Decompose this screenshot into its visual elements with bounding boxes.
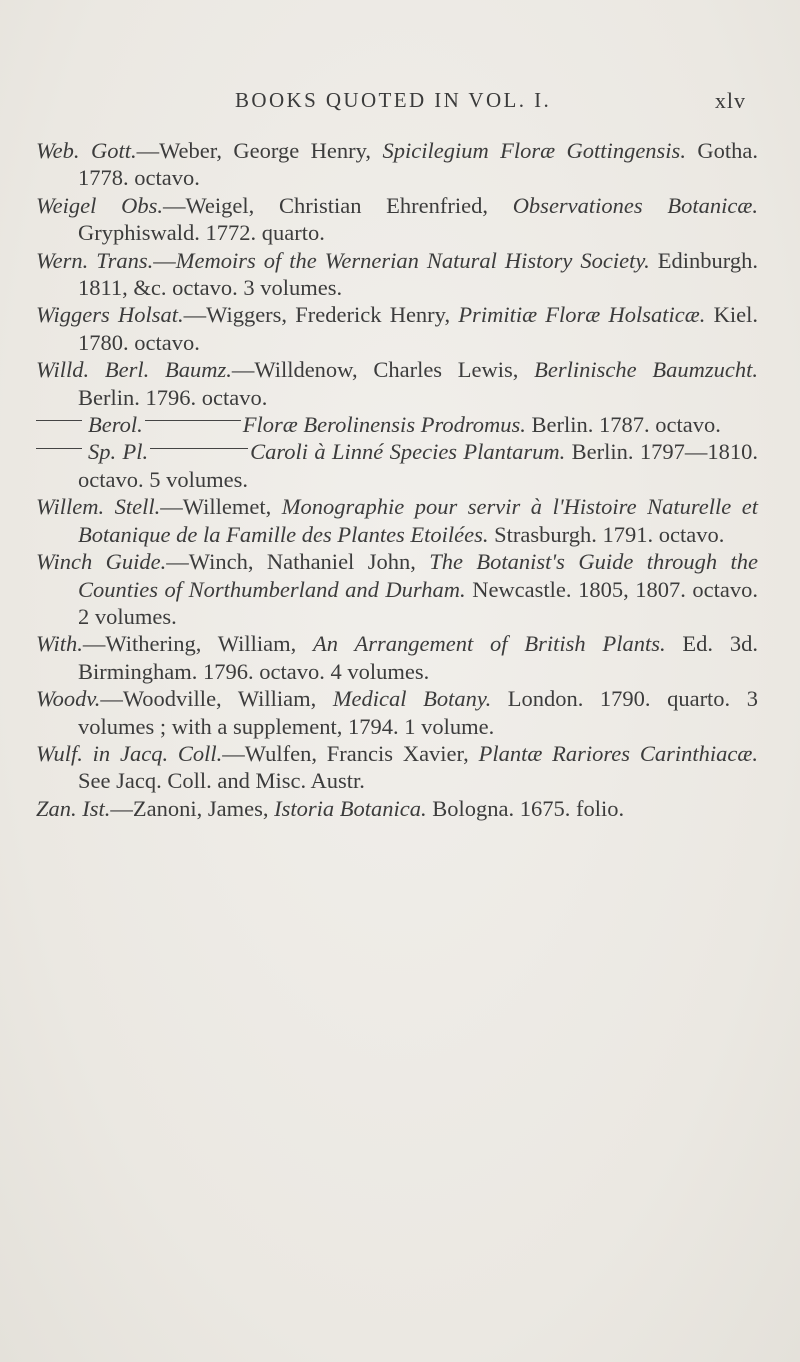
entry-imprint: Berlin. 1787. octavo. (525, 412, 721, 438)
entry-author: Winch, Nathaniel John, (188, 549, 430, 575)
running-head (0, 88, 800, 118)
bibliography-list (36, 137, 758, 822)
bibliography-entry (36, 192, 758, 247)
entry-work-title: An Arrangement of British Plants. (313, 631, 666, 657)
entry-separator: — (136, 138, 160, 163)
entry-abbreviation: Web. Gott. (36, 138, 137, 163)
entry-work-title: Plantæ Rariores Carinthiacæ. (478, 740, 758, 766)
entry-separator: — (100, 686, 123, 712)
entry-work-title: Caroli à Linné Species Plantarum. (250, 439, 566, 465)
entry-imprint: Gotha. 1778. octavo. (78, 138, 758, 191)
entry-separator: — (153, 247, 176, 273)
entry-author: Wiggers, Frederick Henry, (206, 302, 459, 328)
entry-work-title: Monographie pour servir à l'Histoire Naturelle et Botanique de la Famille des Plantes Etoilées. (78, 494, 758, 547)
entry-abbreviation: Weigel Obs. (36, 192, 163, 218)
entry-imprint: Ed. 3d. Birmingham. 1796. octavo. 4 volumes. (78, 631, 758, 684)
entry-abbreviation: Berol. (88, 412, 143, 438)
entry-imprint: Strasburgh. 1791. octavo. (488, 521, 725, 547)
entry-imprint: Edinburgh. 1811, &c. octavo. 3 volumes. (78, 247, 758, 301)
entry-separator: — (110, 795, 133, 821)
entry-author: Zanoni, James, (132, 795, 275, 821)
entry-work-title: Berlinische Baumzucht. (534, 357, 758, 383)
entry-work-title: Medical Botany. (332, 686, 492, 712)
entry-author: Willdenow, Charles Lewis, (254, 357, 535, 383)
entry-separator: — (231, 357, 255, 383)
entry-abbreviation: Zan. Ist. (36, 795, 111, 821)
entry-imprint: Kiel. 1780. octavo. (78, 302, 758, 355)
entry-imprint: Gryphiswald. 1772. quarto. (78, 220, 325, 246)
entry-author: Withering, William, (105, 631, 314, 657)
bibliography-entry (36, 493, 758, 548)
ditto-rule (145, 420, 241, 421)
entry-imprint: See Jacq. Coll. and Misc. Austr. (78, 768, 365, 794)
bibliography-entry (36, 247, 758, 302)
ditto-rule (150, 448, 248, 449)
bibliography-entry (36, 740, 758, 795)
bibliography-entry (36, 137, 758, 192)
entry-work-title: The Botanist's Guide through the Counties of Northumberland and Durham. (78, 549, 758, 602)
entry-abbreviation: Wern. Trans. (36, 247, 154, 273)
bibliography-entry (36, 548, 758, 630)
bibliography-entry (36, 301, 758, 356)
bibliography-entry (36, 795, 758, 822)
entry-work-title: Istoria Botanica. (274, 795, 427, 821)
entry-imprint: London. 1790. quarto. 3 volumes ; with a supplement, 1794. 1 volume. (78, 686, 758, 739)
entry-abbreviation: With. (36, 631, 83, 657)
entry-separator: — (82, 631, 106, 657)
entry-abbreviation: Willem. Stell. (36, 494, 161, 520)
entry-abbreviation: Woodv. (36, 686, 101, 712)
entry-author: Weigel, Christian Ehrenfried, (185, 192, 513, 218)
entry-work-title: Floræ Berolinensis Prodromus. (242, 412, 526, 438)
entry-abbreviation: Wiggers Holsat. (36, 302, 184, 328)
entry-separator: — (166, 549, 189, 575)
entry-separator: — (222, 740, 245, 766)
entry-separator: — (183, 302, 207, 328)
entry-abbreviation: Wulf. in Jacq. Coll. (36, 740, 223, 766)
entry-author: Wulfen, Francis Xavier, (244, 740, 479, 766)
entry-abbreviation: Winch Guide. (36, 549, 167, 575)
bibliography-entry (36, 356, 758, 411)
entry-author: Woodville, William, (122, 686, 333, 712)
bibliography-entry (36, 685, 758, 740)
bibliography-entry (36, 411, 758, 438)
entry-author: Weber, George Henry, (159, 138, 383, 163)
bibliography-entry (36, 438, 758, 493)
entry-imprint: Berlin. 1796. octavo. (78, 384, 268, 410)
entry-work-title: Observationes Botanicæ. (512, 192, 758, 218)
entry-separator: — (162, 192, 186, 218)
entry-author: Willemet, (182, 494, 282, 520)
entry-imprint: Bologna. 1675. folio. (426, 795, 625, 821)
ditto-rule (36, 420, 82, 421)
page-number: xlv (714, 88, 746, 113)
entry-imprint: Berlin. 1797—1810. octavo. 5 volumes. (78, 439, 758, 492)
entry-abbreviation: Sp. Pl. (88, 439, 149, 465)
running-title: BOOKS QUOTED IN VOL. I. (235, 88, 552, 112)
ditto-rule (36, 448, 82, 449)
entry-abbreviation: Willd. Berl. Baumz. (36, 357, 232, 383)
entry-imprint: Newcastle. 1805, 1807. octavo. 2 volumes. (78, 576, 758, 629)
entry-work-title: Memoirs of the Wernerian Natural History Society. (175, 247, 650, 273)
bibliography-entry (36, 630, 758, 685)
entry-work-title: Spicilegium Floræ Gottingensis. (382, 138, 686, 163)
entry-work-title: Primitiæ Floræ Holsaticæ. (458, 302, 706, 328)
entry-separator: — (160, 494, 183, 520)
